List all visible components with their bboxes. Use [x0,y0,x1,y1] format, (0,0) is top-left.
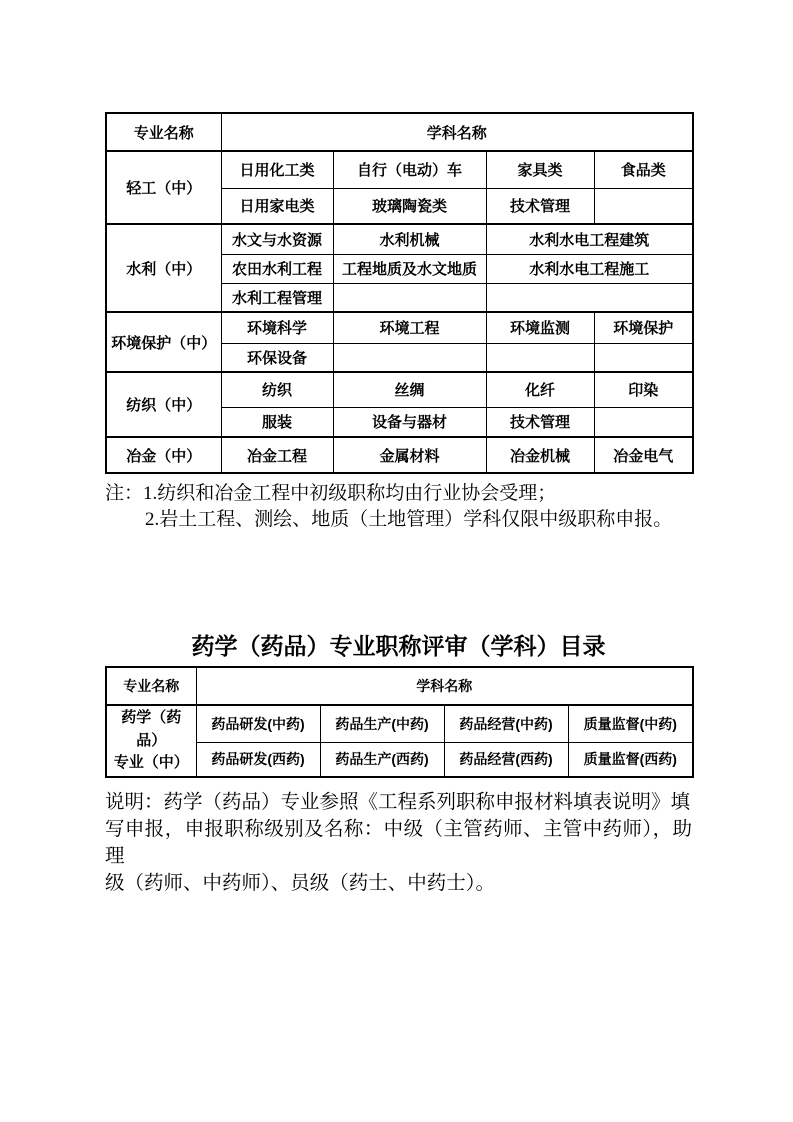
subject-cell: 化纤 [486,372,594,407]
note-line-2: 2.岩土工程、测绘、地质（土地管理）学科仅限中级职称申报。 [145,509,673,530]
subject-cell: 药品经营(西药) [444,742,568,777]
group-name-cell: 水利（中） [106,224,221,312]
subject-cell: 日用家电类 [221,188,333,224]
subject-cell: 自行（电动）车 [333,151,486,188]
group-name-cell: 冶金（中） [106,437,221,473]
subject-cell: 药品研发(西药) [196,742,320,777]
subject-cell-empty [486,283,693,312]
group-name-cell [106,705,196,777]
subject-cell: 服装 [221,407,333,437]
subject-cell: 环境保护 [594,312,693,343]
subject-cell: 环境科学 [221,312,333,343]
subject-cell-empty [333,283,486,312]
description-line-2: 写申报，申报职称级别及名称：中级（主管药师、主管中药师），助理 [105,819,692,867]
subject-cell: 水利机械 [333,224,486,254]
subject-cell-empty [594,407,693,437]
subject-cell: 质量监督(中药) [568,705,693,742]
subject-name-header: 学科名称 [196,667,693,705]
group-name-cell: 纺织（中） [106,372,221,437]
description-line-3: 级（药师、中药师）、员级（药士、中药士）。 [105,873,496,894]
table-notes [105,481,692,533]
subject-cell: 环境工程 [333,312,486,343]
subject-cell: 水利水电工程施工 [486,254,693,283]
subject-cell: 玻璃陶瓷类 [333,188,486,224]
pharmacy-table [105,666,694,778]
subject-cell: 药品经营(中药) [444,705,568,742]
professional-name-header: 专业名称 [106,113,221,151]
subject-cell-empty [486,343,594,372]
subject-cell: 环境监测 [486,312,594,343]
subject-cell: 水利水电工程建筑 [486,224,693,254]
professional-subject-table [105,112,694,474]
subject-cell: 环保设备 [221,343,333,372]
subject-cell-empty [333,343,486,372]
pharmacy-description [105,789,692,897]
subject-cell: 药品研发(中药) [196,705,320,742]
group-name-line-2: 专业（中） [113,754,189,772]
subject-cell: 冶金电气 [594,437,693,473]
subject-cell: 金属材料 [333,437,486,473]
description-line-1: 说明：药学（药品）专业参照《工程系列职称申报材料填表说明》填 [105,792,691,813]
subject-cell: 家具类 [486,151,594,188]
subject-cell: 水利工程管理 [221,283,333,312]
subject-cell: 药品生产(西药) [320,742,444,777]
professional-name-header: 专业名称 [106,667,196,705]
subject-cell: 水文与水资源 [221,224,333,254]
section-title: 药学（药品）专业职称评审（学科）目录 [191,634,606,659]
subject-cell: 纺织 [221,372,333,407]
subject-cell: 日用化工类 [221,151,333,188]
subject-cell: 冶金工程 [221,437,333,473]
subject-cell: 印染 [594,372,693,407]
subject-cell-empty [594,343,693,372]
subject-cell: 质量监督(西药) [568,742,693,777]
group-name-cell: 轻工（中） [106,151,221,224]
subject-cell-empty [594,188,693,224]
subject-cell: 药品生产(中药) [320,705,444,742]
subject-cell: 技术管理 [486,188,594,224]
subject-name-header: 学科名称 [221,113,693,151]
subject-cell: 农田水利工程 [221,254,333,283]
subject-cell: 丝绸 [333,372,486,407]
group-name-line-1: 药学（药品） [121,709,182,749]
subject-cell: 冶金机械 [486,437,594,473]
group-name-cell: 环境保护（中） [106,312,221,372]
subject-cell: 技术管理 [486,407,594,437]
subject-cell: 工程地质及水文地质 [333,254,486,283]
note-line-1: 注：1.纺织和冶金工程中初级职称均由行业协会受理； [105,483,557,504]
subject-cell: 设备与器材 [333,407,486,437]
subject-cell: 食品类 [594,151,693,188]
